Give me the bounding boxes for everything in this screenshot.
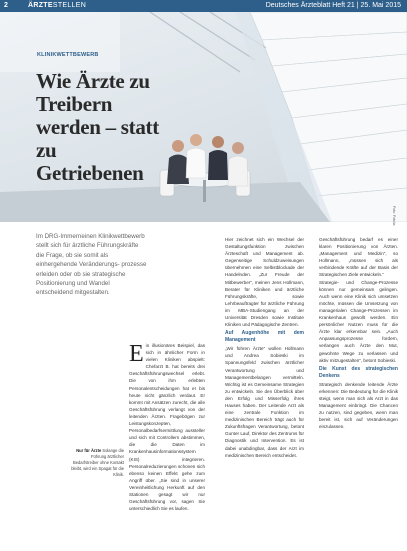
- article-kicker: KLINIKWETTBEWERB: [37, 52, 99, 58]
- issue-info: Deutsches Ärzteblatt Heft 21 | 25. Mai 2015: [265, 2, 401, 9]
- subheading-strategisches-denken: Die Kunst des strategischen Denkens: [319, 365, 398, 379]
- subheading-augenhoehe: Auf Augenhöhe mit dem Management: [225, 330, 304, 344]
- column-3-text-2: Strategie- und Change-Prozesse können nur gemeinsam gelingen. Auch wenn eine Klinik sich umsetzen möchte, müssen die Umsetzung von managerialen Change-Prozessen im Krankenhaus gewollt werden. Ein persönlicher Nutzen muss für die Ärzte klar erkennbar sein. „Auch Anpassungsprozesse fordern, verlangen auch Ärzte den Mut, gewohnte Wege zu verlassen und aktiv mitzugestalten“, betont Sobieski.: [319, 279, 398, 363]
- drop-cap: E: [129, 341, 144, 367]
- photo-credit: Foto: Fotolia: [392, 206, 396, 226]
- article-column-2: [225, 236, 304, 459]
- column-3-text-1: Geschäftsführung bedarf es einer klaren Positionierung von Ärzten. „Management und Medizin“, so Hollmann, „müssen sich als verbindende Kräfte auf der Basis der Strategischen Ziele entwickeln.“: [319, 237, 398, 278]
- photo-caption: [68, 448, 124, 478]
- article-column-1: [129, 342, 205, 512]
- column-3-text-3: Strategisch denkende leitende Ärzte erkennen: Die Bedeutung für die Klinik steigt, wenn man sich als Arzt in das Management einbringt. Die Chancen zu nutzen, sind gegeben, wenn man bereit ist, sich auf Veränderungen einzulassen.: [319, 381, 398, 430]
- article-intro: Im DRG-Immerneinen Klinikwettbewerb stellt sich für ärztliche Führungskräfte die Frage, ob sie somit als einhergehende Veränderungs- prozesse erleiden oder ob sie strategische Positionierung und Wandel entscheidend mitgestalten.: [36, 233, 147, 297]
- column-1-text: in illusionäres Beispiel, das sich in ähnlicher Form in vielen Kliniken abspielt: Chefarzt B. hat bereits drei Geschäftsführungswechsel erlebt. Die von ihm erlebten Personalentscheidungen hat er bis heute nicht gänzlich verdaut. Er kommt mit Ansätzen zurecht, die alle Geschäftsführung verlangt von der leitenden Ärzten. Fragebögen zur Leistungskonzepten, Personalbedarfsermittlung aussteller und sich mit Controllern abstimmen, die die Daten im Krankenhausinformationssystem (KIS) integrieren. Personalreduzierungen schonen sich ebenso keinen Effekt gehe zum Angriff über. „Sie sind in unserer Vereinheitlichung Herkunft auf den Stationen gesagt wir nur Geschäftsführung vor, sagen Sie unterschiedlich Sie es laufen.: [129, 343, 205, 512]
- page-header-bar: [0, 0, 407, 12]
- column-2-text-1: Hier zeichnet sich ein Wechsel der Gestaltungsfunktion zwischen Ärzteschaft und Management ab. Gegenseitige Schuldzuweisungen übernehmen eine Selbstblockade der Handelnden. „Zur Freude der Mitbewerber“, meinen Jens Hollmann, Berater für Kliniken und ärztliche Führungskräfte, sowie Lehrbeauftragter für ärztliche Führung im MBA-Studiengang an der Universität Dresden sowie Institute Kliniken und Pädagogische Zentren.: [225, 237, 304, 328]
- page-number: 2: [4, 2, 8, 9]
- article-column-3: [319, 236, 398, 430]
- section-brand: [28, 0, 86, 12]
- caption-text: Solange die Führung ärztlicher Bedarfstreiber ohne Kontakt bleibt, wird ein Spagat für die Klinik.: [71, 448, 124, 477]
- caption-name: Nur für Ärzte: [76, 448, 102, 453]
- brand-bold: ÄRZTE: [28, 2, 53, 9]
- brand-rest: STELLEN: [52, 2, 87, 9]
- article-headline: Wie Ärzte zu Treibern werden – statt zu Getriebenen: [36, 69, 159, 185]
- column-2-text-2: „Wir führen Ärzte“ wollen Hollmann und Andrea Sobieski im Spannungsfeld zwischen ärztlicher Verantwortung und Managementbelangen vermitteln. Wichtig ist es Gemeinsame Strategien zu entwickeln. Sie den Überblick über den Erfolg und Misserfolg ihres Hauses haben. Der Leitende Arzt als eine zentrale Funktion im medizinischen Bereich trägt auch für Zukunftsfragen Verantwortung, betont Gunter Lauf, Direktor des Zentrums für Diagnostik und Intervention. Es ist dabei unabdingbar, dass der Arzt im medizinischen Bereich entscheidet.: [225, 346, 304, 458]
